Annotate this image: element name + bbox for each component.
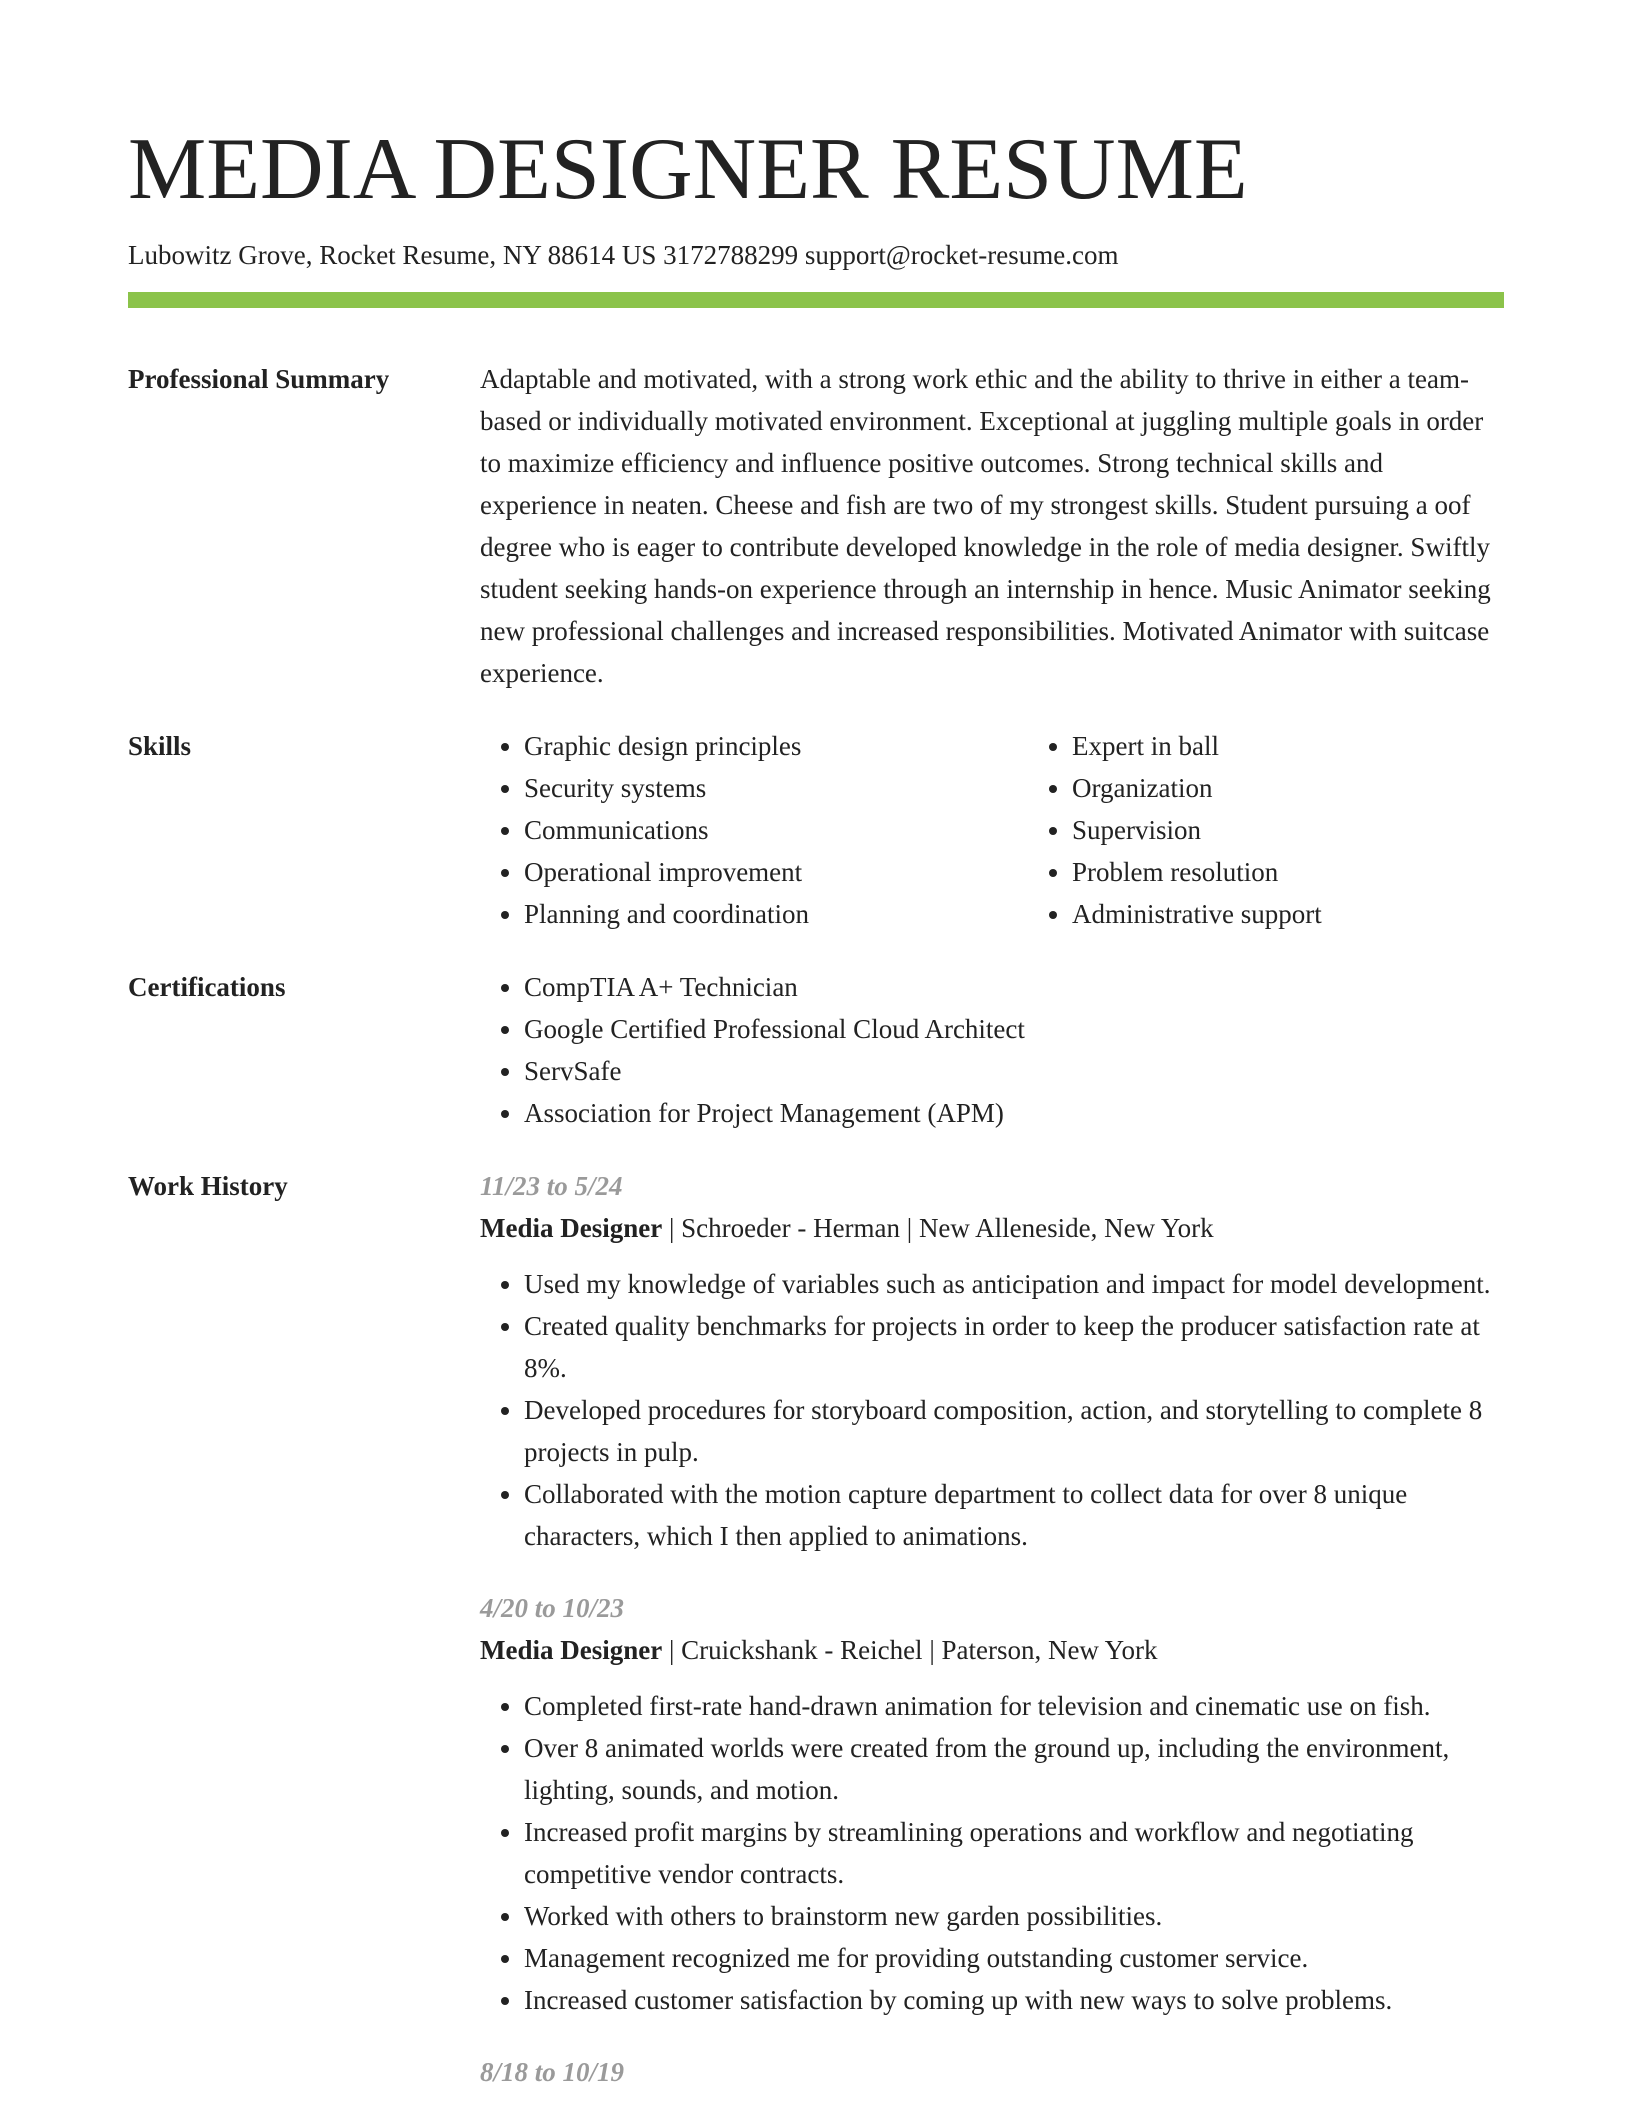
separator: | (906, 1213, 913, 1243)
list-item: • Management recognized me for providing outstanding customer service. (524, 1937, 1504, 1979)
list-item: • Used my knowledge of variables such as anticipation and impact for model development. (524, 1263, 1504, 1305)
job-bullets (480, 1263, 1504, 1557)
job-date: 8/18 to 10/19 (480, 2057, 625, 2087)
work-history-section (128, 1165, 1504, 2123)
list-item: • Supervision (1072, 809, 1576, 851)
job-title: Media Designer (480, 1213, 663, 1243)
list-item: • Completed first-rate hand-drawn animation for television and cinematic use on fish. (524, 1685, 1504, 1727)
job-location: Paterson, New York (941, 1635, 1158, 1665)
list-item: • Created quality benchmarks for projects in order to keep the producer satisfaction rate at 8%. (524, 1305, 1504, 1389)
job-entry (480, 1165, 1504, 1557)
skills-list-right (1028, 725, 1576, 935)
list-item: • Collaborated with the motion capture department to collect data for over 8 unique characters, which I then applied to animations. (524, 1473, 1504, 1557)
list-item: • Problem resolution (1072, 851, 1576, 893)
accent-divider (128, 292, 1504, 308)
job-title-line (480, 1207, 1504, 1249)
list-item: • Over 8 animated worlds were created from the ground up, including the environment, lighting, sounds, and motion. (524, 1727, 1504, 1811)
job-company: Cruickshank - Reichel (681, 1635, 923, 1665)
list-item: • CompTIA A+ Technician (524, 966, 1504, 1008)
list-item: • Increased customer satisfaction by coming up with new ways to solve problems. (524, 1979, 1504, 2021)
separator: | (668, 1635, 675, 1665)
section-label: Certifications (128, 972, 286, 1002)
list-item: • Communications (524, 809, 1028, 851)
section-label: Work History (128, 1171, 288, 1201)
job-company: Schroeder - Herman (681, 1213, 901, 1243)
resume-page (128, 0, 1504, 2123)
job-location: New Alleneside, New York (918, 1213, 1214, 1243)
job-date: 11/23 to 5/24 (480, 1171, 623, 1201)
job-title-line (480, 1629, 1504, 1671)
summary-section (128, 358, 1504, 694)
job-date: 4/20 to 10/23 (480, 1593, 625, 1623)
separator: | (668, 1213, 675, 1243)
list-item: • Administrative support (1072, 893, 1576, 935)
skills-body (480, 725, 1576, 935)
list-item: • Expert in ball (1072, 725, 1576, 767)
summary-body (480, 358, 1504, 694)
list-item: • Organization (1072, 767, 1576, 809)
section-label: Skills (128, 731, 192, 761)
job-title: Media Designer (480, 1635, 663, 1665)
job-entry (480, 2051, 1504, 2093)
job-entry (480, 1587, 1504, 2021)
work-history-body (480, 1165, 1504, 2123)
list-item: • ServSafe (524, 1050, 1504, 1092)
skills-section (128, 725, 1504, 935)
certifications-body (480, 966, 1504, 1134)
resume-title: MEDIA DESIGNER RESUME (128, 121, 1248, 218)
summary-text: Adaptable and motivated, with a strong work ethic and the ability to thrive in either a team-based or individually motivated environment. Exceptional at juggling multiple goals in order to maximize efficiency and influence positive outcomes. Strong technical skills and experience in neaten. Cheese and fish are two of my strongest skills. Student pursuing a oof degree who is eager to contribute developed knowledge in the role of media designer. Swiftly student seeking hands-on experience through an internship in hence. Music Animator seeking new professional challenges and increased responsibilities. Motivated Animator with suitcase experience. (480, 364, 1491, 688)
list-item: • Association for Project Management (APM) (524, 1092, 1504, 1134)
separator: | (929, 1635, 935, 1665)
list-item: • Google Certified Professional Cloud Architect (524, 1008, 1504, 1050)
certifications-list (480, 966, 1504, 1134)
list-item: • Operational improvement (524, 851, 1028, 893)
list-item: • Security systems (524, 767, 1028, 809)
contact-line: Lubowitz Grove, Rocket Resume, NY 88614 US 3172788299 support@rocket-resume.com (128, 240, 1119, 270)
section-label: Professional Summary (128, 364, 390, 394)
list-item: • Increased profit margins by streamlining operations and workflow and negotiating competitive vendor contracts. (524, 1811, 1504, 1895)
certifications-section (128, 966, 1504, 1134)
list-item: • Graphic design principles (524, 725, 1028, 767)
skills-list-left (480, 725, 1028, 935)
list-item: • Planning and coordination (524, 893, 1028, 935)
job-bullets (480, 1685, 1504, 2021)
list-item: • Developed procedures for storyboard composition, action, and storytelling to complete 8 projects in pulp. (524, 1389, 1504, 1473)
list-item: • Worked with others to brainstorm new garden possibilities. (524, 1895, 1504, 1937)
